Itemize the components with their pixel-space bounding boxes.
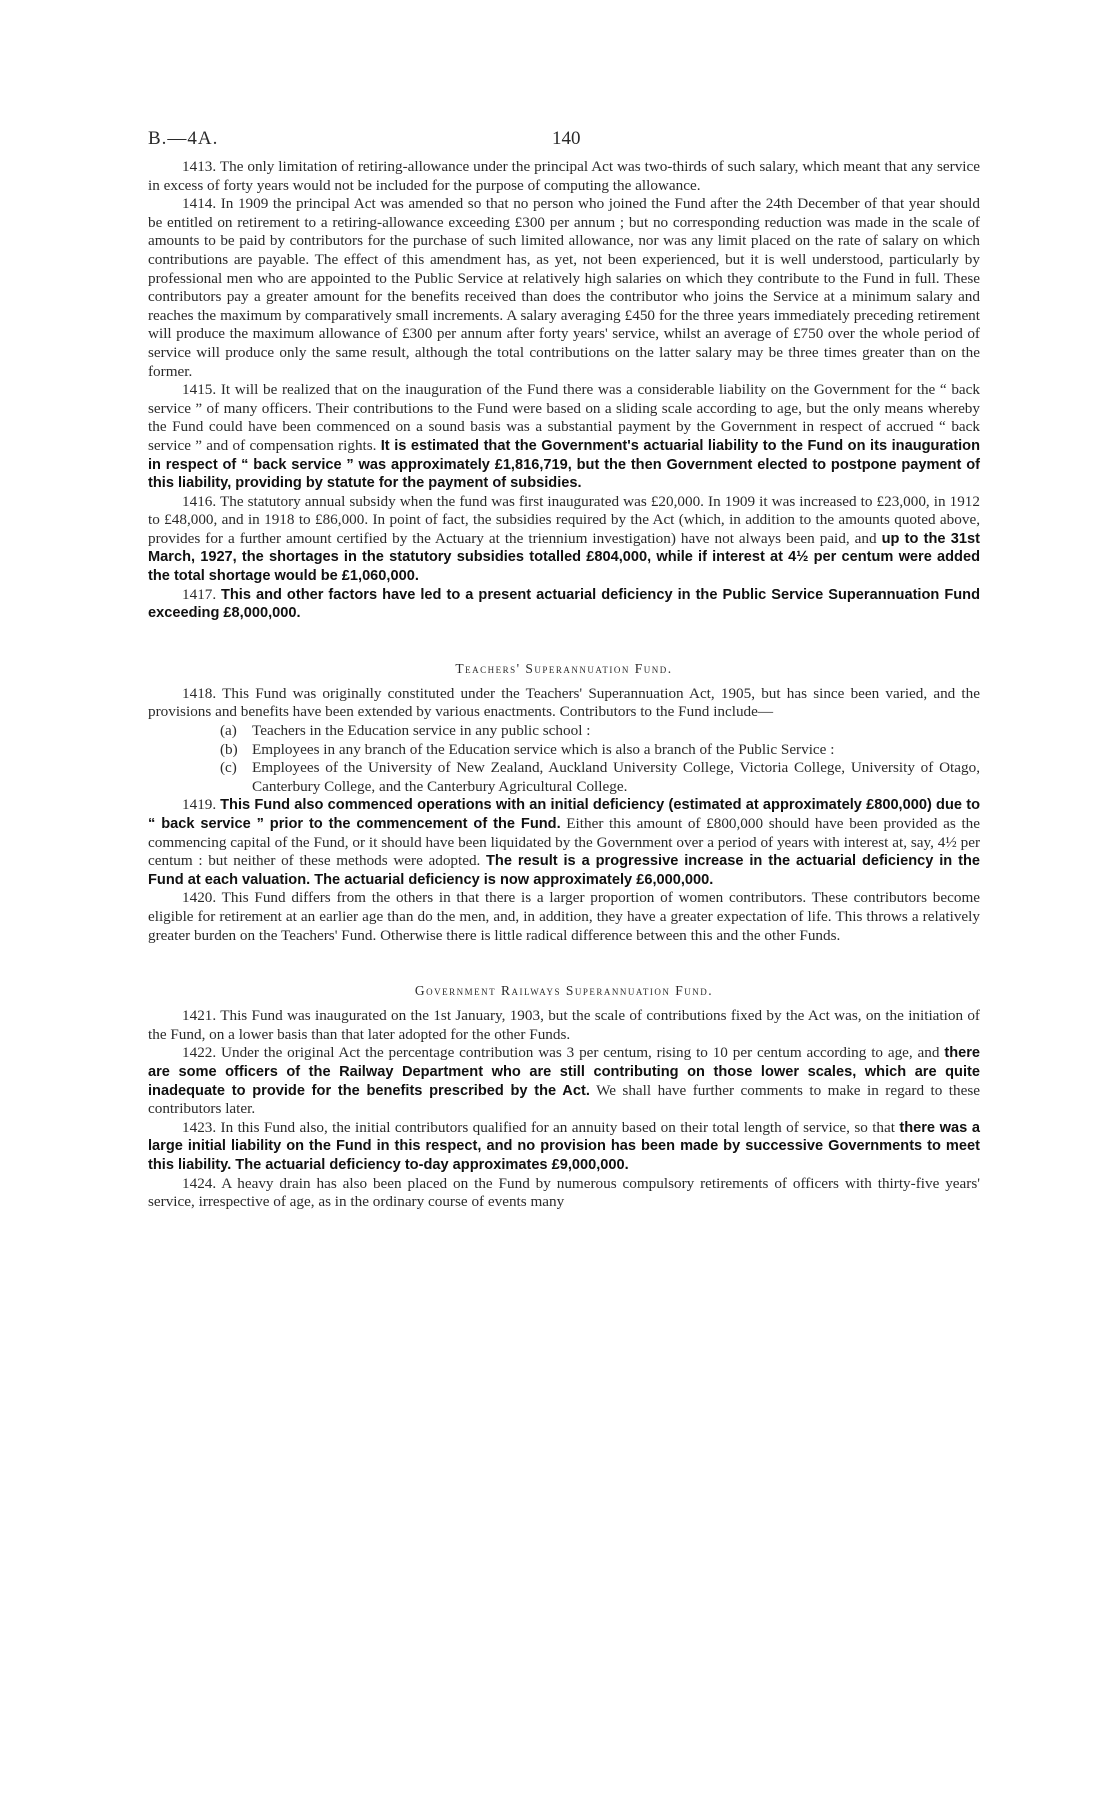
paragraph-1419-bold-1: This Fund also commenced operations with an initial deficiency (estimated at approximately £800,000) due to “ back service ” prior to the commencement of the Fund. (148, 797, 980, 832)
paragraph-1413: 1413. The only limitation of retiring-allowance under the principal Act was two-thirds of such salary, which meant that any service in excess of forty years would not be included for the purpose of computing the allowance. (148, 158, 980, 194)
paragraph-1424: 1424. A heavy drain has also been placed on the Fund by numerous compulsory retirements of officers with thirty-five years' service, irrespective of age, as in the ordinary course of events many (148, 1174, 980, 1211)
paragraph-1421: 1421. This Fund was inaugurated on the 1st January, 1903, but the scale of contributions fixed by the Act was, on the initiation of the Fund, on a lower basis than that later adopted for the other Funds. (148, 1007, 980, 1043)
list-item-label: (a) (220, 722, 237, 740)
paragraph-1417-number: 1417. (182, 585, 217, 603)
list-item (148, 741, 980, 760)
paragraph-1415-bold: It is estimated that the Government's actuarial liability to the Fund on its inauguration in respect of “ back service ” was approximately £1,816,719, but the then Government elected to postpone payment of this liability, providing by statute for the payment of subsidies. (148, 437, 980, 492)
paragraph-1420: 1420. This Fund differs from the others in that there is a larger proportion of women contributors. These contributors become eligible for retirement at an earlier age than do the men, and, in addition, they have a greater expectation of life. This throws a relatively greater burden on the Teachers' Fund. Otherwise there is little radical difference between this and the other Funds. (148, 889, 980, 944)
document-reference: B.—4A. (148, 128, 219, 149)
paragraph-1417-bold: This and other factors have led to a present actuarial deficiency in the Public Service Superannuation Fund exceeding £8,000,000. (148, 586, 980, 622)
list-item (148, 759, 980, 796)
document-page (148, 128, 980, 1212)
paragraph-1419 (148, 796, 980, 889)
paragraph-1422-bold: there are some officers of the Railway Department who are still contributing on those lower scales, which are quite inadequate to provide for the benefits prescribed by the Act. (148, 1045, 981, 1099)
paragraph-1422 (148, 1044, 980, 1118)
paragraph-1418: 1418. This Fund was originally constituted under the Teachers' Superannuation Act, 1905, but has since been varied, and the provisions and benefits have been extended by various enactments. Contributors to the Fund include— (148, 684, 980, 721)
list-item-label: (c) (220, 759, 237, 777)
paragraph-1416-bold: up to the 31st March, 1927, the shortages in the statutory subsidies totalled £804,000, while if interest at 4½ per centum were added the total shortage would be £1,060,000. (148, 530, 980, 585)
page-header (148, 128, 980, 158)
paragraph-1423-text: 1423. In this Fund also, the initial contributors qualified for an annuity based on their total length of service, so that (182, 1118, 895, 1136)
paragraph-1423-bold: there was a large initial liability on the Fund in this respect, and no provision has been made by successive Governments to meet this liability. The actuarial deficiency to-day approximates £9,000,000. (148, 1119, 981, 1173)
paragraph-1419-text: Either this amount of £800,000 should have been provided as the commencing capital of the Fund, or it should have been liquidated by the Government over a period of years with interest at, say, 4½ per centum : but neither of these methods were adopted. (148, 815, 981, 870)
paragraph-1422-text: 1422. Under the original Act the percentage contribution was 3 per centum, rising to 10 per centum according to age, and (182, 1044, 940, 1062)
section-heading-railways: Government Railways Superannuation Fund. (414, 983, 714, 999)
page-number: 140 (552, 128, 581, 149)
paragraph-1422-text-2: We shall have further comments to make in regard to these contributors later. (148, 1081, 981, 1118)
list-item-text: Teachers in the Education service in any public school : (252, 722, 591, 740)
paragraph-1423 (148, 1119, 980, 1175)
paragraph-1417 (148, 586, 980, 623)
paragraph-1415-text: 1415. It will be realized that on the inauguration of the Fund there was a considerable liability on the Government for the “ back service ” of many officers. Their contributions to the Fund were based on a sliding scale according to age, but the only means whereby the Fund could have been commenced on a sound basis was a substantial payment by the Government in respect of accrued “ back service ” and of compensation rights. (148, 381, 980, 454)
paragraph-1416 (148, 493, 980, 586)
list-item (148, 722, 980, 741)
paragraph-1416-text: 1416. The statutory annual subsidy when the fund was first inaugurated was £20,000. In 1909 it was increased to £23,000, in 1912 to £48,000, and in 1918 to £86,000. In point of fact, the subsidies required by the Act (which, in addition to the amounts quoted above, provides for a further amount certified by the Actuary at the triennium investigation) have not always been paid, and (148, 492, 980, 547)
list-item-text: Employees of the University of New Zealand, Auckland University College, Victoria College, University of Otago, Canterbury College, and the Canterbury Agricultural College. (252, 759, 980, 795)
list-item-label: (b) (220, 740, 238, 758)
list-item-text: Employees in any branch of the Education service which is also a branch of the Public Service : (252, 740, 835, 758)
paragraph-1415 (148, 381, 980, 493)
contributors-list (148, 722, 980, 796)
section-heading-teachers: Teachers' Superannuation Fund. (455, 660, 673, 676)
paragraph-1419-number: 1419. (182, 796, 217, 814)
paragraph-1414: 1414. In 1909 the principal Act was amended so that no person who joined the Fund after the 24th December of that year should be entitled on retirement to a retiring-allowance exceeding £300 per annum ; but no corresponding reduction was made in the scale of amounts to be paid by contributors for the purchase of such limited allowance, nor was any limit placed on the rate of salary on which contributions are payable. The effect of this amendment has, as yet, not been experienced, but it is well understood, particularly by professional men who are appointed to the Public Service at relatively high salaries on which they contribute to the Fund in full. These contributors pay a greater amount for the benefits received than does the contributor who joins the Service at a minimum salary and reaches the maximum by comparatively small increments. A salary averaging £450 for the three years immediately preceding retirement will produce the maximum allowance of £300 per annum after forty years' service, whilst an average of £750 over the whole period of service will produce only the same result, although the total contributions on the latter salary may be three times greater than on the former. (148, 195, 980, 380)
paragraph-1419-bold-2: The result is a progressive increase in the actuarial deficiency in the Fund at each valuation. The actuarial deficiency is now approximately £6,000,000. (148, 853, 981, 888)
